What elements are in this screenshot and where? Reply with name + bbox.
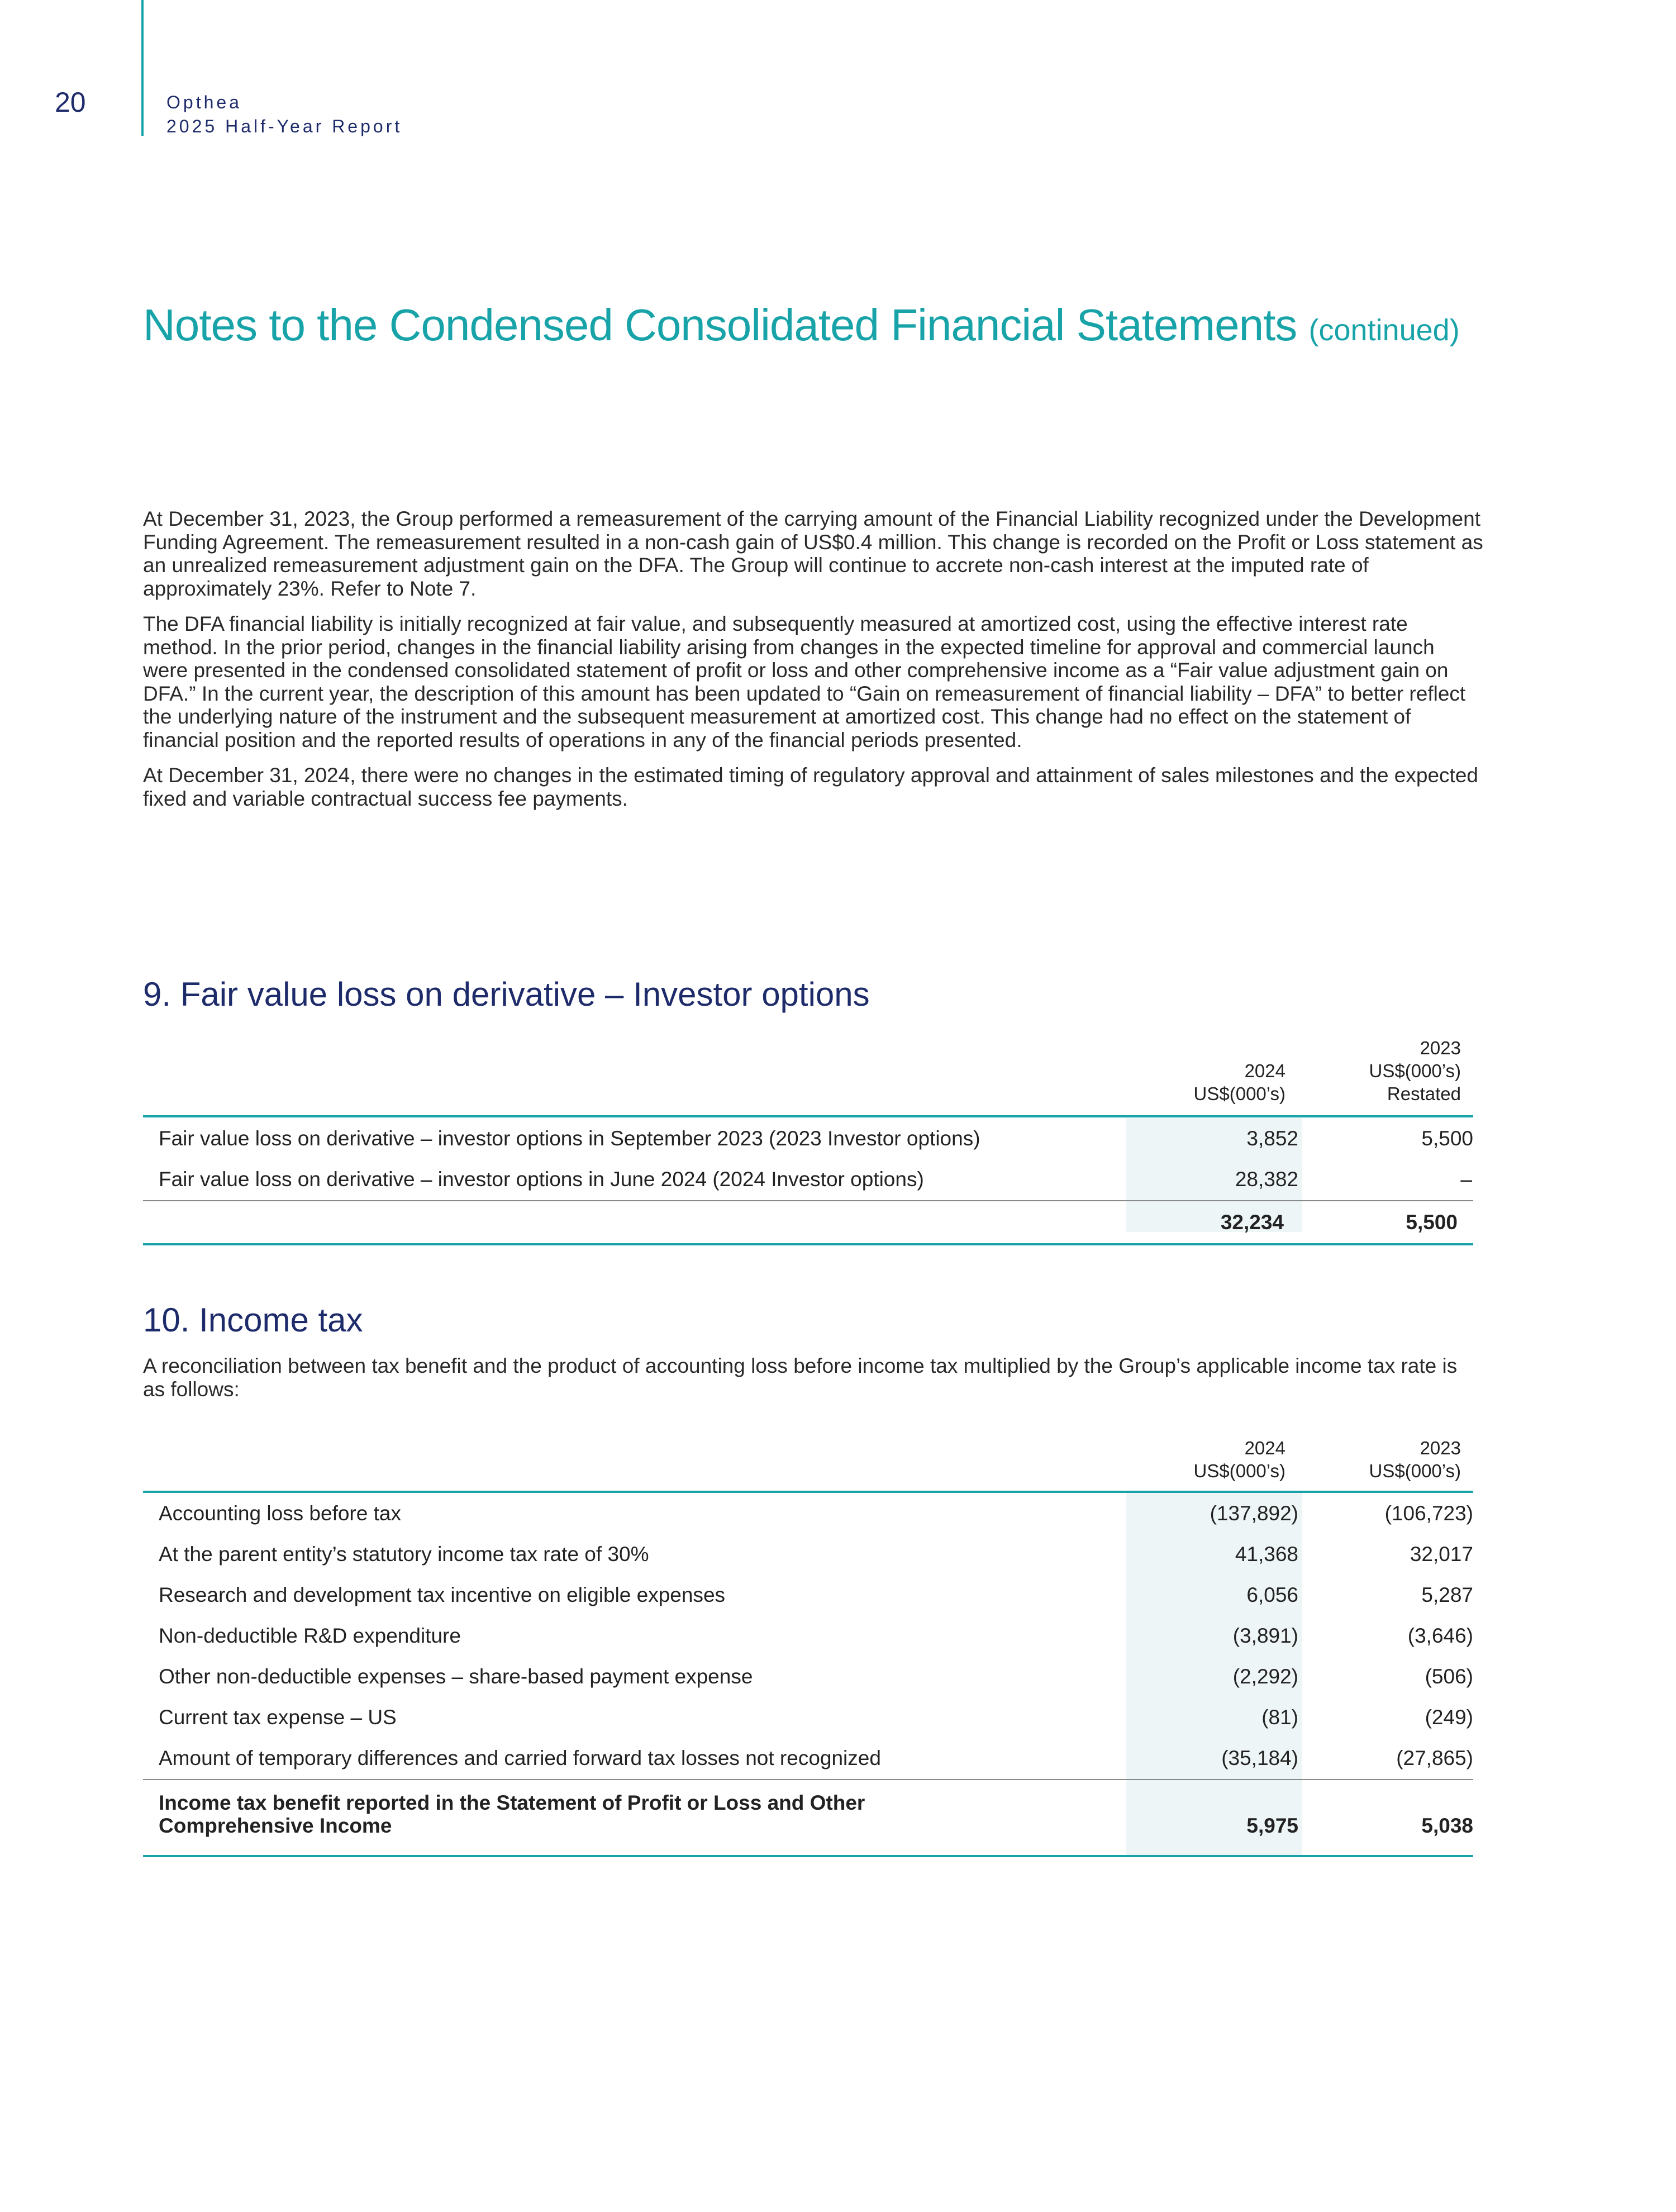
total-2024: 5,975 <box>1246 1814 1298 1837</box>
table-rule <box>143 1855 1473 1857</box>
total-row <box>143 1781 1473 1854</box>
report-name: 2025 Half-Year Report <box>166 116 403 136</box>
value-2024: (3,891) <box>1232 1624 1298 1647</box>
note9-heading: 9. Fair value loss on derivative – Investor options <box>143 976 870 1013</box>
col-unit: US$(000’s) <box>1369 1060 1461 1081</box>
note10-intro: A reconciliation between tax benefit and the product of accounting loss before income tax multiplied by the Group’s applicable income tax rate is as follows: <box>143 1354 1458 1401</box>
note10-col-2023 <box>1369 1436 1461 1482</box>
paragraph: At December 31, 2023, the Group performed a remeasurement of the carrying amount of the Financial Liability recognized under the Development Funding Agreement. The remeasurement resulted in a non-cash gain of US$0.4 million. This change is recorded on the Profit or Loss statement as an unrealized remeasurement adjustment gain on the DFA. The Group will continue to accrete non-cash interest at the imputed rate of approximately 23%. Refer to Note 7. <box>143 507 1483 600</box>
body-paragraphs <box>143 507 1484 822</box>
table-row <box>143 1534 1473 1574</box>
table-rule <box>143 1115 1473 1117</box>
row-label: Accounting loss before tax <box>159 1502 401 1525</box>
value-2024: (2,292) <box>1232 1665 1298 1688</box>
table-row <box>143 1118 1473 1159</box>
value-2024: 41,368 <box>1235 1543 1298 1566</box>
value-2023: (27,865) <box>1396 1747 1473 1769</box>
page-title-main: Notes to the Condensed Consolidated Financial Statements <box>143 300 1297 350</box>
table-rule <box>143 1243 1473 1245</box>
value-2023: – <box>1460 1168 1472 1191</box>
paragraph: The DFA financial liability is initially recognized at fair value, and subsequently measured at amortized cost, using the effective interest rate method. In the prior period, changes in the financial liability arising from changes in the expected timeline for approval and commercial launch were presented in the condensed consolidated statement of profit or loss and other comprehensive income as a “Fair value adjustment gain on DFA.” In the current year, the description of this amount has been updated to “Gain on remeasurement of financial liability – DFA” to better reflect the underlying nature of the instrument and the subsequent measurement at amortized cost. This change had no effect on the statement of financial position and the reported results of operations in any of the financial periods presented. <box>143 612 1466 751</box>
note10-heading: 10. Income tax <box>143 1301 363 1339</box>
total-label-line: Income tax benefit reported in the Statement of Profit or Loss and Other <box>159 1791 865 1814</box>
col-year: 2024 <box>1244 1060 1285 1081</box>
total-2024: 32,234 <box>1220 1211 1284 1234</box>
total-row <box>143 1201 1473 1235</box>
page-title <box>143 299 1460 351</box>
value-2024: 28,382 <box>1235 1168 1298 1191</box>
value-2024: 3,852 <box>1246 1127 1298 1150</box>
row-label: Other non-deductible expenses – share-based payment expense <box>159 1665 753 1688</box>
table-row <box>143 1697 1473 1738</box>
total-2023: 5,500 <box>1406 1211 1458 1234</box>
row-label: Non-deductible R&D expenditure <box>159 1624 461 1647</box>
page-title-suffix: (continued) <box>1308 313 1460 347</box>
row-label: Fair value loss on derivative – investor options in September 2023 (2023 Investor options) <box>159 1127 980 1150</box>
company-name: Opthea <box>166 92 242 112</box>
header-divider <box>141 0 144 136</box>
col-year: 2023 <box>1420 1438 1461 1458</box>
page-number: 20 <box>55 87 86 118</box>
value-2023: 5,500 <box>1421 1127 1473 1150</box>
value-2023: (3,646) <box>1407 1624 1473 1647</box>
value-2024: 6,056 <box>1246 1583 1298 1606</box>
col-year: 2024 <box>1244 1438 1285 1458</box>
col-unit: US$(000’s) <box>1193 1461 1285 1481</box>
value-2023: 32,017 <box>1410 1543 1473 1566</box>
value-2023: (106,723) <box>1384 1502 1473 1525</box>
table-row <box>143 1615 1473 1656</box>
value-2023: (249) <box>1425 1706 1473 1729</box>
note9-col-2024 <box>1194 1059 1285 1105</box>
value-2023: 5,287 <box>1421 1583 1473 1606</box>
value-2024: (35,184) <box>1221 1747 1298 1769</box>
col-restated: Restated <box>1387 1083 1461 1104</box>
col-year: 2023 <box>1420 1038 1461 1058</box>
table-row <box>143 1656 1473 1697</box>
value-2024: (81) <box>1261 1706 1298 1729</box>
value-2023: (506) <box>1425 1665 1473 1688</box>
note9-col-2023 <box>1369 1036 1461 1105</box>
col-unit: US$(000’s) <box>1369 1461 1461 1481</box>
row-label: Amount of temporary differences and carried forward tax losses not recognized <box>159 1747 881 1769</box>
total-label <box>159 1791 865 1837</box>
table-row <box>143 1493 1473 1534</box>
row-label: At the parent entity’s statutory income tax rate of 30% <box>159 1543 649 1566</box>
table-rule <box>143 1779 1473 1780</box>
row-label: Fair value loss on derivative – investor options in June 2024 (2024 Investor options) <box>159 1168 924 1191</box>
value-2024: (137,892) <box>1210 1502 1298 1525</box>
table-row <box>143 1574 1473 1615</box>
table-row <box>143 1159 1473 1200</box>
total-2023: 5,038 <box>1421 1814 1473 1837</box>
row-label: Research and development tax incentive on eligible expenses <box>159 1583 726 1606</box>
running-header <box>166 91 402 139</box>
note10-col-2024 <box>1194 1436 1285 1482</box>
table-row <box>143 1738 1473 1778</box>
col-unit: US$(000’s) <box>1193 1083 1285 1104</box>
paragraph: At December 31, 2024, there were no changes in the estimated timing of regulatory approval and attainment of sales milestones and the expected fixed and variable contractual success fee payments. <box>143 764 1478 810</box>
total-label-line: Comprehensive Income <box>159 1814 392 1837</box>
row-label: Current tax expense – US <box>159 1706 397 1729</box>
